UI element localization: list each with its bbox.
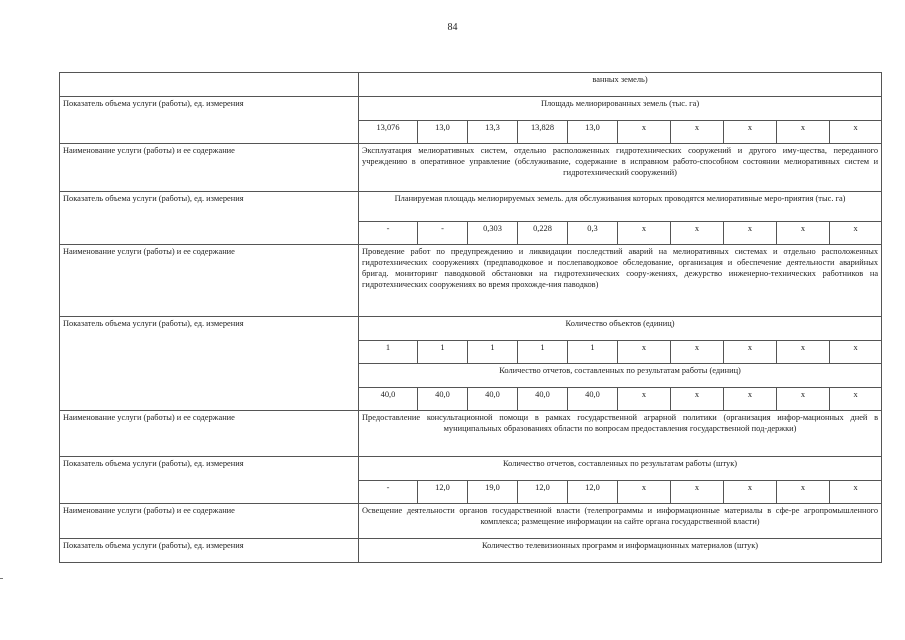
row-text: Количество телевизионных программ и информационных материалов (штук) [359,539,882,563]
value-cell: 1 [418,341,468,364]
value-cell: - [418,222,468,245]
row-text: Эксплуатация мелиоративных систем, отдельно расположенных гидротехнических сооружений и другого иму-щества, переданного учреждению в оперативное управление (обслуживание, содержание в исправном работо-способном состоянии мелиоративных систем и гидротехнический сооружений) [359,144,882,192]
value-cell: 1 [568,341,618,364]
margin-mark [0,578,3,579]
value-cell: 1 [518,341,568,364]
row-text: ванных земель) [359,73,882,97]
value-cell: x [618,388,671,411]
value-cell: 13,076 [359,121,418,144]
value-cell: 19,0 [468,481,518,504]
value-cell: x [671,481,724,504]
table-row [60,411,882,457]
table-row [60,192,882,222]
value-cell: x [777,121,830,144]
services-table [59,72,882,563]
value-cell: 13,0 [568,121,618,144]
row-text: Количество объектов (единиц) [359,317,882,341]
value-cell: 40,0 [518,388,568,411]
row-text: Количество отчетов, составленных по результатам работы (штук) [359,457,882,481]
value-cell: x [618,121,671,144]
value-cell: x [618,222,671,245]
value-cell: x [671,388,724,411]
value-cell: 13,828 [518,121,568,144]
row-text: Освещение деятельности органов государственной власти (телепрограммы и информационные материалы в сфе-ре агропромышленного комплекса; размещение информации на сайте органа государственной власти) [359,504,882,539]
row-text: Предоставление консультационной помощи в рамках государственной аграрной политики (организация инфор-мационных дней в муниципальных образованиях области по вопросам предоставления государственной под-держки) [359,411,882,457]
value-cell: 0,303 [468,222,518,245]
table-row [60,504,882,539]
row-label: Показатель объема услуги (работы), ед. измерения [60,457,359,504]
table-row [60,457,882,481]
value-cell: 40,0 [568,388,618,411]
value-cell: - [359,481,418,504]
value-cell: x [671,341,724,364]
row-text: Планируемая площадь мелиорируемых земель. для обслуживания которых проводятся мелиоративные меро-приятия (тыс. га) [359,192,882,222]
value-cell: 0,228 [518,222,568,245]
table-row [60,317,882,341]
value-cell: x [830,481,882,504]
value-cell: x [671,121,724,144]
row-label: Наименование услуги (работы) и ее содержание [60,245,359,317]
value-cell: x [724,388,777,411]
value-cell: 1 [359,341,418,364]
value-cell: x [830,222,882,245]
table-row [60,245,882,317]
value-cell: 40,0 [359,388,418,411]
value-cell: 12,0 [418,481,468,504]
value-cell: x [618,341,671,364]
value-cell: 40,0 [468,388,518,411]
row-label: Наименование услуги (работы) и ее содержание [60,411,359,457]
value-cell: 13,3 [468,121,518,144]
value-cell: x [618,481,671,504]
row-label: Показатель объема услуги (работы), ед. измерения [60,192,359,245]
row-label [60,73,359,97]
value-cell: x [777,341,830,364]
value-cell: x [724,121,777,144]
table-row [60,144,882,192]
value-cell: x [724,481,777,504]
row-label: Показатель объема услуги (работы), ед. измерения [60,539,359,563]
value-cell: 1 [468,341,518,364]
row-label: Наименование услуги (работы) и ее содержание [60,144,359,192]
value-cell: 40,0 [418,388,468,411]
value-cell: x [724,341,777,364]
value-cell: x [777,222,830,245]
page-number: 84 [447,22,458,33]
table-row [60,97,882,121]
row-text: Количество отчетов, составленных по результатам работы (единиц) [359,364,882,388]
value-cell: x [671,222,724,245]
row-label: Показатель объема услуги (работы), ед. измерения [60,97,359,144]
value-cell: x [830,121,882,144]
row-label: Наименование услуги (работы) и ее содержание [60,504,359,539]
value-cell: 13,0 [418,121,468,144]
table-row [60,539,882,563]
row-text: Площадь мелиорированных земель (тыс. га) [359,97,882,121]
table-row [60,73,882,97]
value-cell: x [777,388,830,411]
value-cell: 0,3 [568,222,618,245]
row-label: Показатель объема услуги (работы), ед. измерения [60,317,359,411]
value-cell: 12,0 [568,481,618,504]
row-text: Проведение работ по предупреждению и ликвидации последствий аварий на мелиоративных системах и отдельно расположенных гидротехнических сооружениях (предпаводковое и послепаводковое обследование, организация и обеспечение деятельности аварийных бригад. мониторинг паводковой обстановки на гидротехнических соору-жениях, дежурство инженерно-технических работников на гидротехнических сооружениях во время прохожде-ния паводков) [359,245,882,317]
value-cell: x [830,341,882,364]
value-cell: 12,0 [518,481,568,504]
value-cell: x [724,222,777,245]
value-cell: - [359,222,418,245]
value-cell: x [777,481,830,504]
value-cell: x [830,388,882,411]
